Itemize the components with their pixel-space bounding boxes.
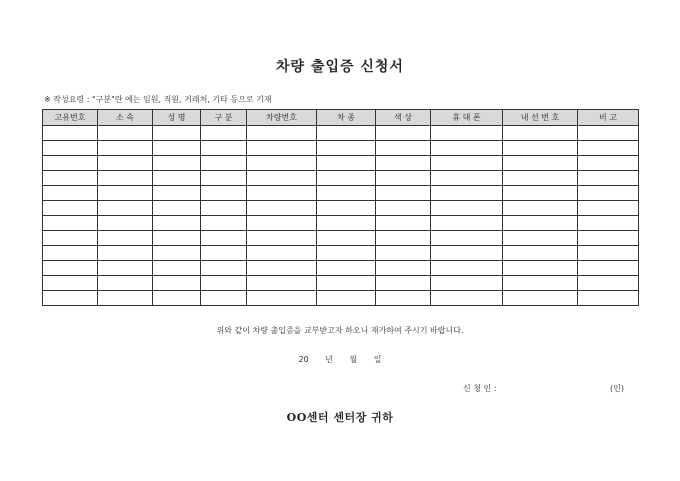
table-cell[interactable]: [43, 216, 98, 231]
table-cell[interactable]: [578, 231, 639, 246]
table-cell[interactable]: [578, 261, 639, 276]
table-cell[interactable]: [317, 186, 376, 201]
header-vehicle-type: 차 종: [317, 110, 376, 126]
table-cell[interactable]: [317, 156, 376, 171]
table-cell[interactable]: [43, 276, 98, 291]
table-cell[interactable]: [578, 156, 639, 171]
table-cell[interactable]: [317, 216, 376, 231]
header-remarks: 비 고: [578, 110, 639, 126]
table-cell[interactable]: [376, 216, 431, 231]
table-cell[interactable]: [43, 201, 98, 216]
table-cell[interactable]: [317, 141, 376, 156]
table-row: [43, 291, 639, 306]
table-cell[interactable]: [98, 201, 153, 216]
table-cell[interactable]: [201, 186, 247, 201]
table-row: [43, 261, 639, 276]
table-cell[interactable]: [503, 156, 578, 171]
table-cell[interactable]: [376, 201, 431, 216]
seal-label: (인): [610, 384, 624, 393]
table-cell[interactable]: [153, 156, 201, 171]
table-cell[interactable]: [578, 201, 639, 216]
table-cell[interactable]: [578, 171, 639, 186]
table-cell[interactable]: [98, 141, 153, 156]
table-cell[interactable]: [43, 186, 98, 201]
table-cell[interactable]: [376, 126, 431, 141]
table-cell[interactable]: [431, 261, 503, 276]
table-cell[interactable]: [43, 126, 98, 141]
applicant-label: 신 청 인 :: [463, 384, 497, 393]
table-row: [43, 171, 639, 186]
table-header-row: [43, 110, 639, 126]
table-cell[interactable]: [43, 261, 98, 276]
table-cell[interactable]: [503, 276, 578, 291]
table-row: [43, 276, 639, 291]
table-cell[interactable]: [247, 261, 317, 276]
table-cell[interactable]: [98, 261, 153, 276]
table-cell[interactable]: [578, 216, 639, 231]
table-cell[interactable]: [201, 171, 247, 186]
application-table: [42, 109, 639, 306]
table-row: [43, 156, 639, 171]
table-cell[interactable]: [98, 291, 153, 306]
table-cell[interactable]: [317, 171, 376, 186]
table-cell[interactable]: [43, 231, 98, 246]
table-row: [43, 231, 639, 246]
table-cell[interactable]: [431, 231, 503, 246]
table-cell[interactable]: [578, 126, 639, 141]
table-cell[interactable]: [247, 201, 317, 216]
table-cell[interactable]: [317, 261, 376, 276]
table-cell[interactable]: [201, 141, 247, 156]
table-cell[interactable]: [431, 186, 503, 201]
table-cell[interactable]: [317, 291, 376, 306]
table-cell[interactable]: [153, 201, 201, 216]
header-mobile: 휴 대 폰: [431, 110, 503, 126]
table-cell[interactable]: [317, 231, 376, 246]
table-cell[interactable]: [247, 156, 317, 171]
table-row: [43, 126, 639, 141]
table-cell[interactable]: [578, 246, 639, 261]
table-cell[interactable]: [201, 291, 247, 306]
table-cell[interactable]: [376, 231, 431, 246]
table-cell[interactable]: [153, 276, 201, 291]
table-cell[interactable]: [153, 171, 201, 186]
table-cell[interactable]: [153, 261, 201, 276]
table-cell[interactable]: [201, 276, 247, 291]
table-cell[interactable]: [376, 171, 431, 186]
table-cell[interactable]: [201, 201, 247, 216]
table-cell[interactable]: [43, 291, 98, 306]
table-cell[interactable]: [431, 201, 503, 216]
table-cell[interactable]: [43, 246, 98, 261]
header-name: 성 명: [153, 110, 201, 126]
header-color: 색 상: [376, 110, 431, 126]
table-cell[interactable]: [153, 246, 201, 261]
table-cell[interactable]: [503, 246, 578, 261]
table-cell[interactable]: [153, 231, 201, 246]
table-cell[interactable]: [153, 216, 201, 231]
table-cell[interactable]: [578, 186, 639, 201]
table-cell[interactable]: [153, 186, 201, 201]
table-cell[interactable]: [201, 261, 247, 276]
table-cell[interactable]: [247, 141, 317, 156]
table-cell[interactable]: [431, 156, 503, 171]
table-cell[interactable]: [201, 216, 247, 231]
table-cell[interactable]: [153, 126, 201, 141]
header-plate-number: 차량번호: [247, 110, 317, 126]
table-row: [43, 216, 639, 231]
table-cell[interactable]: [317, 276, 376, 291]
recipient-line: OO센터 센터장 귀하: [286, 411, 394, 424]
table-cell[interactable]: [43, 171, 98, 186]
table-cell[interactable]: [431, 126, 503, 141]
header-department: 소 속: [98, 110, 153, 126]
table-cell[interactable]: [247, 231, 317, 246]
header-category: 구 분: [201, 110, 247, 126]
table-cell[interactable]: [43, 156, 98, 171]
table-cell[interactable]: [431, 216, 503, 231]
table-cell[interactable]: [247, 291, 317, 306]
table-cell[interactable]: [247, 186, 317, 201]
table-cell[interactable]: [201, 246, 247, 261]
table-cell[interactable]: [247, 216, 317, 231]
table-cell[interactable]: [98, 231, 153, 246]
table-cell[interactable]: [153, 291, 201, 306]
table-cell[interactable]: [247, 171, 317, 186]
header-extension: 내 선 번 호: [503, 110, 578, 126]
table-cell[interactable]: [376, 246, 431, 261]
table-row: [43, 201, 639, 216]
table-cell[interactable]: [317, 126, 376, 141]
table-cell[interactable]: [376, 261, 431, 276]
table-cell[interactable]: [503, 171, 578, 186]
table-cell[interactable]: [376, 156, 431, 171]
table-cell[interactable]: [503, 126, 578, 141]
table-cell[interactable]: [376, 276, 431, 291]
request-statement: 위와 같이 차량 출입증을 교부받고자 하오니 재가하여 주시기 바랍니다.: [216, 326, 464, 335]
table-cell[interactable]: [98, 216, 153, 231]
table-cell[interactable]: [503, 231, 578, 246]
table-cell[interactable]: [247, 276, 317, 291]
table-cell[interactable]: [43, 141, 98, 156]
table-row: [43, 141, 639, 156]
table-cell[interactable]: [98, 171, 153, 186]
table-cell[interactable]: [578, 291, 639, 306]
header-id-number: 고유번호: [43, 110, 98, 126]
table-cell[interactable]: [431, 246, 503, 261]
table-cell[interactable]: [247, 126, 317, 141]
table-cell[interactable]: [431, 291, 503, 306]
table-row: [43, 246, 639, 261]
date-line: 20 년 월 일: [298, 355, 382, 364]
table-cell[interactable]: [503, 261, 578, 276]
table-cell[interactable]: [431, 276, 503, 291]
table-cell[interactable]: [503, 186, 578, 201]
table-cell[interactable]: [376, 291, 431, 306]
table-cell[interactable]: [98, 126, 153, 141]
table-cell[interactable]: [503, 216, 578, 231]
table-row: [43, 186, 639, 201]
table-cell[interactable]: [578, 276, 639, 291]
table-cell[interactable]: [247, 246, 317, 261]
writing-instructions: ※ 작성요령 : "구분"란 에는 임원, 직원, 거래처, 기타 등으로 기재: [44, 95, 272, 104]
table-cell[interactable]: [201, 126, 247, 141]
table-cell[interactable]: [98, 186, 153, 201]
table-cell[interactable]: [503, 141, 578, 156]
document-title: 차량 출입증 신청서: [276, 59, 404, 75]
table-cell[interactable]: [201, 231, 247, 246]
table-cell[interactable]: [317, 246, 376, 261]
table-cell[interactable]: [201, 156, 247, 171]
table-cell[interactable]: [431, 171, 503, 186]
table-cell[interactable]: [578, 141, 639, 156]
table-cell[interactable]: [376, 186, 431, 201]
table-cell[interactable]: [503, 201, 578, 216]
table-cell[interactable]: [153, 141, 201, 156]
table-cell[interactable]: [503, 291, 578, 306]
table-cell[interactable]: [376, 141, 431, 156]
table-cell[interactable]: [317, 201, 376, 216]
table-cell[interactable]: [98, 156, 153, 171]
table-cell[interactable]: [98, 246, 153, 261]
table-cell[interactable]: [98, 276, 153, 291]
table-cell[interactable]: [431, 141, 503, 156]
table-body: [43, 126, 639, 306]
